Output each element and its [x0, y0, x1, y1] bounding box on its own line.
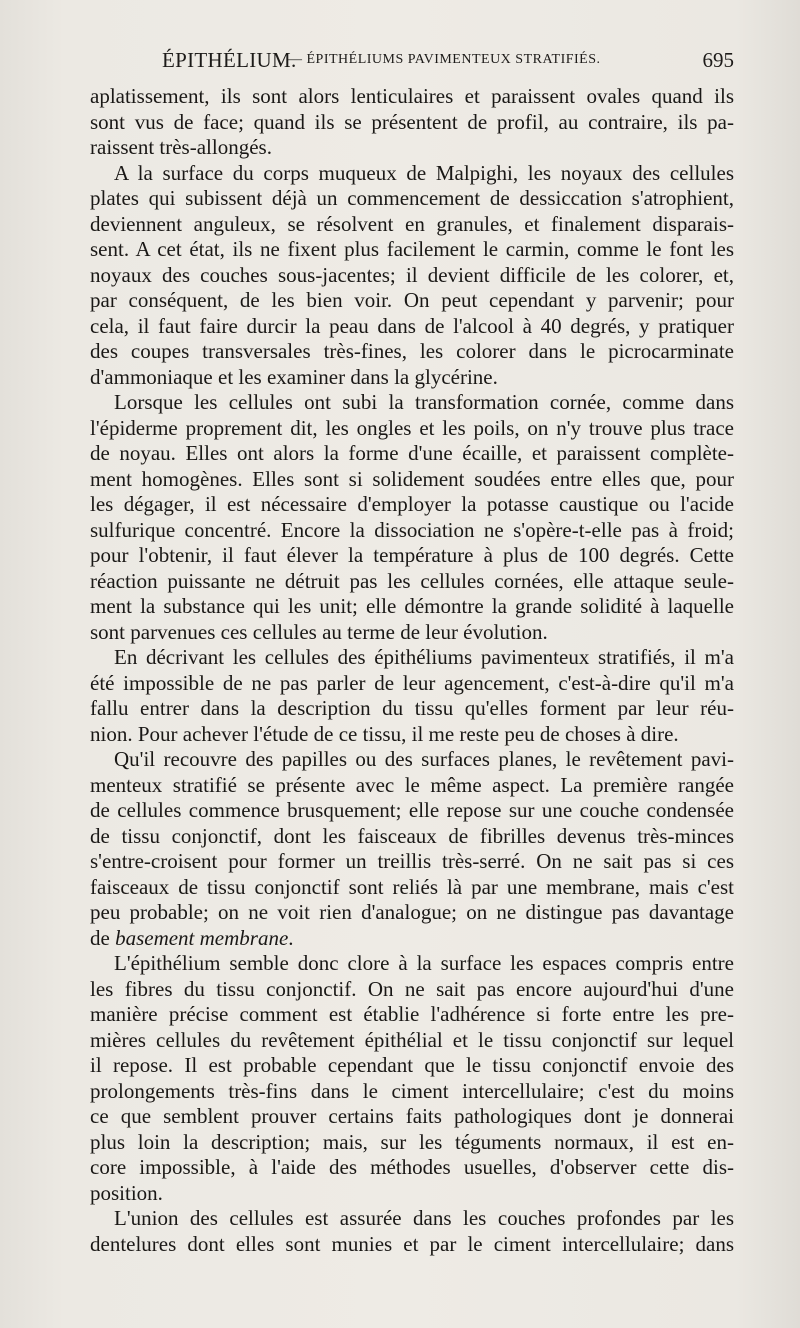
text-line: ce que semblent prouver certains faits pathologiques dont je donnerai [90, 1104, 734, 1128]
text-line: sont vus de face; quand ils se présentent de profil, au contraire, ils pa- [90, 109, 734, 134]
text-line: sulfurique concentré. Encore la dissociation ne s'opère-t-elle pas à froid; [90, 517, 734, 542]
text-line [66, 926, 734, 952]
text-line: noyaux des couches sous-jacentes; il devient difficile de les colorer, et, [90, 262, 734, 287]
paragraph [66, 747, 734, 951]
text-line: faisceaux de tissu conjonctif sont reliés là par une membrane, mais c'est [90, 874, 734, 899]
text-line: aplatissement, ils sont alors lenticulaires et paraissent ovales quand ils [90, 84, 734, 108]
text-line: L'épithélium semble donc clore à la surface les espaces compris entre [114, 951, 734, 975]
text-line: plates qui subissent déjà un commencement de dessiccation s'atrophient, [90, 186, 734, 210]
text-line: menteux stratifié se présente avec le même aspect. La première rangée [90, 772, 734, 797]
text-line: d'ammoniaque et les examiner dans la glycérine. [90, 364, 498, 389]
text-line: cela, il faut faire durcir la peau dans de l'alcool à 40 degrés, y pratiquer [90, 313, 734, 338]
text-line: l'épiderme proprement dit, les ongles et les poils, on n'y trouve plus trace [90, 415, 734, 440]
text-line: En décrivant les cellules des épithéliums pavimenteux stratifiés, il m'a [114, 645, 734, 669]
text-line: position. [90, 1180, 163, 1205]
section-subtitle: — ÉPITHÉLIUMS PAVIMENTEUX STRATIFIÉS. [288, 52, 601, 67]
text-line: core impossible, à l'aide des méthodes usuelles, d'observer cette dis- [90, 1155, 734, 1179]
text-line: manière précise comment est établie l'adhérence si forte entre les pre- [90, 1002, 734, 1026]
text-line: les dégager, il est nécessaire d'employer la potasse caustique ou l'acide [90, 492, 734, 516]
text-line: par conséquent, de les bien voir. On peut cependant y parvenir; pour [90, 288, 734, 312]
text-line: L'union des cellules est assurée dans les couches profondes par les [114, 1206, 734, 1230]
text-line: nion. Pour achever l'étude de ce tissu, il me reste peu de choses à dire. [90, 721, 679, 746]
text-line: de noyau. Elles ont alors la forme d'une écaille, et paraissent complète- [90, 441, 734, 465]
paragraph [66, 645, 734, 747]
text-fragment: de [90, 925, 116, 950]
text-line: ment homogènes. Elles sont si solidement soudées entre elles que, pour [90, 466, 734, 491]
text-line: deviennent anguleux, se résolvent en granules, et finalement disparais- [90, 211, 734, 236]
text-line: réaction puissante ne détruit pas les cellules cornées, elle attaque seule- [90, 568, 734, 593]
text-line: raissent très-allongés. [90, 135, 272, 159]
text-line: A la surface du corps muqueux de Malpighi, les noyaux des cellules [114, 160, 734, 185]
text-line: de tissu conjonctif, dont les faisceaux de fibrilles devenus très-minces [90, 823, 734, 848]
paragraph [66, 951, 734, 1206]
text-line: fallu entrer dans la description du tissu qu'elles forment par leur réu- [90, 696, 734, 720]
text-line: plus loin la description; mais, sur les téguments normaux, il est en- [90, 1129, 734, 1154]
text-line: Lorsque les cellules ont subi la transformation cornée, comme dans [114, 390, 734, 414]
text-line: mières cellules du revêtement épithélial et le tissu conjonctif sur lequel [90, 1027, 734, 1052]
chapter-title: ÉPITHÉLIUM. [162, 48, 297, 72]
text-line: sont parvenues ces cellules au terme de leur évolution. [90, 619, 548, 644]
text-line: sent. A cet état, ils ne fixent plus facilement le carmin, comme le font les [90, 237, 734, 261]
text-line: été impossible de ne pas parler de leur agencement, c'est-à-dire qu'il m'a [90, 670, 734, 695]
text-line: de cellules commence brusquement; elle repose sur une couche condensée [90, 798, 734, 822]
text-line: il repose. Il est probable cependant que le tissu conjonctif envoie des [90, 1053, 734, 1077]
body-text [66, 84, 734, 1257]
text-fragment: . [288, 925, 294, 950]
text-line: les fibres du tissu conjonctif. On ne sait pas encore aujourd'hui d'une [90, 976, 734, 1001]
paragraph [66, 1206, 734, 1257]
text-line: prolongements très-fins dans le ciment intercellulaire; c'est du moins [90, 1078, 734, 1103]
text-line: pour l'obtenir, il faut élever la température à plus de 100 degrés. Cette [90, 543, 734, 567]
text-line: s'entre-croisent pour former un treillis très-serré. On ne sait pas si ces [90, 849, 734, 873]
paragraph [66, 84, 734, 161]
italic-term: basement membrane [115, 925, 289, 950]
text-line: dentelures dont elles sont munies et par le ciment intercellulaire; dans [90, 1231, 734, 1256]
running-header [66, 48, 734, 76]
text-line: ment la substance qui les unit; elle démontre la grande solidité à laquelle [90, 594, 734, 618]
page-number: 695 [702, 48, 734, 72]
paragraph [66, 161, 734, 391]
text-line: peu probable; on ne voit rien d'analogue; on ne distingue pas davantage [90, 900, 734, 924]
text-line: Qu'il recouvre des papilles ou des surfaces planes, le revêtement pavi- [114, 747, 734, 771]
paragraph [66, 390, 734, 645]
text-line: des coupes transversales très-fines, les colorer dans le picrocarminate [90, 339, 734, 363]
